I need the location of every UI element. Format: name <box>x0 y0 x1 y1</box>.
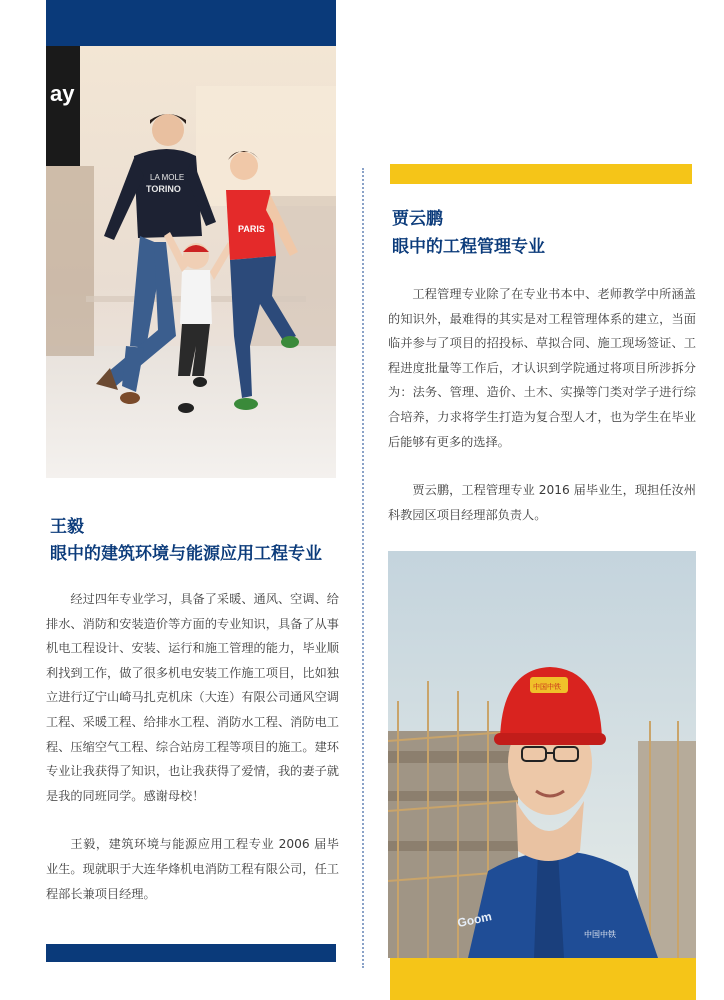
left-name: 王毅 <box>50 517 84 537</box>
helmet-text: 中国中铁 <box>533 683 561 691</box>
bottom-right-yellow-bar <box>390 958 696 1000</box>
right-name: 贾云鹏 <box>392 209 443 229</box>
column-divider <box>362 168 364 968</box>
left-paragraph-2: 王毅，建筑环境与能源应用工程专业 2006 届毕业生。现就职于大连华烽机电消防工程有限公司，任工程部长兼项目经理。 <box>46 837 339 901</box>
sleeve-text: Goom <box>456 909 493 931</box>
top-left-navy-bar <box>46 0 336 46</box>
right-body-text <box>388 282 696 527</box>
left-subtitle: 眼中的建筑环境与能源应用工程专业 <box>50 544 322 564</box>
woman-shirt-text: PARIS <box>238 224 265 234</box>
right-yellow-accent-bar <box>390 164 692 184</box>
man-shirt-text-1: LA MOLE <box>150 173 185 182</box>
right-paragraph-2: 贾云鹏，工程管理专业 2016 届毕业生，现担任汝州科教园区项目经理部负责人。 <box>388 483 696 522</box>
left-body-text <box>46 587 339 906</box>
right-subtitle: 眼中的工程管理专业 <box>392 237 545 257</box>
worker-photo <box>388 551 696 958</box>
store-sign-text: ay <box>50 81 75 106</box>
badge-text: 中国中铁 <box>584 930 616 939</box>
bottom-left-navy-bar <box>46 944 336 962</box>
left-paragraph-1: 经过四年专业学习，具备了采暖、通风、空调、给排水、消防和安装造价等方面的专业知识，具备了从事机电工程设计、安装、运行和施工管理的能力，毕业顺利找到工作，做了很多机电安装工作施工项目，比如独立进行辽宁山崎马扎克机床（大连）有限公司通风空调工程、采暖工程、给排水工程、消防水工程、消防电工程、压缩空气工程、综合站房工程等项目的施工。建环专业让我获得了知识，也让我获得了爱情，我的妻子就是我的同班同学。感谢母校！ <box>46 592 339 803</box>
man-shirt-text-2: TORINO <box>146 184 181 194</box>
family-photo <box>46 46 336 478</box>
right-paragraph-1: 工程管理专业除了在专业书本中、老师教学中所涵盖的知识外，最难得的其实是对工程管理体系的建立，当面临并参与了项目的招投标、草拟合同、施工现场签证、工程进度批量等工作后，才认识到学院通过将项目所涉拆分为：法务、管理、造价、土木、实操等门类对学子进行综合培养，力求将学生打造为复合型人才，也为学生在毕业后能够有更多的选择。 <box>388 287 696 449</box>
